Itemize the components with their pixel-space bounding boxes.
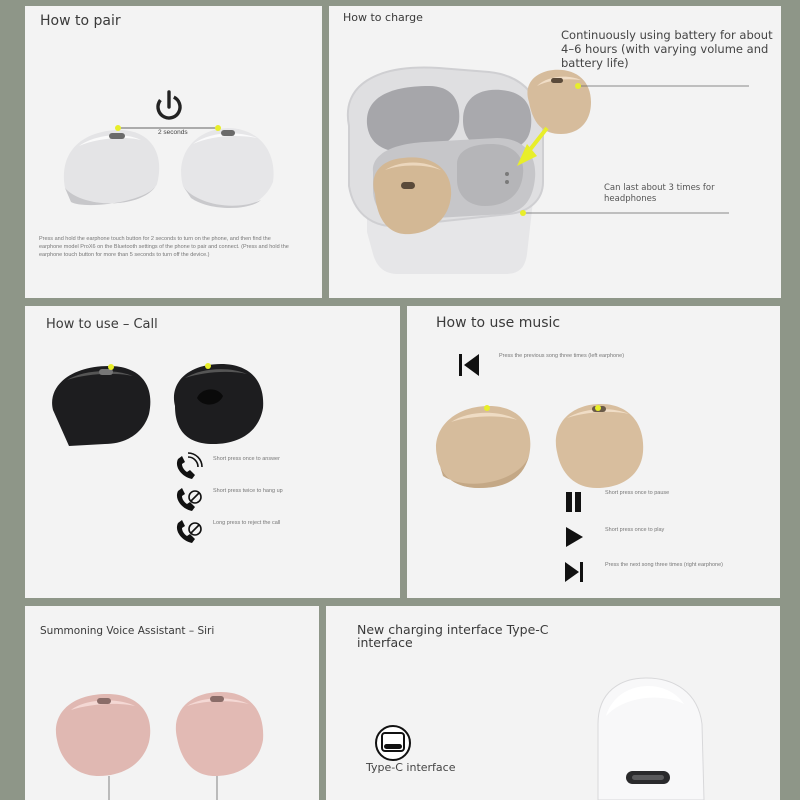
- call-title: How to use – Call: [46, 317, 158, 332]
- typec-panel: [326, 606, 780, 800]
- beige-earbud-right: [556, 404, 643, 488]
- siri-panel: [25, 606, 319, 800]
- white-earbud-left: [64, 130, 159, 205]
- pink-earbud-right: [176, 692, 263, 776]
- pink-earbud-left: [56, 694, 150, 776]
- music-pause-text: Short press once to pause: [605, 490, 670, 496]
- pair-panel: [25, 6, 322, 298]
- call-action-2-text: Short press twice to hang up: [213, 488, 283, 494]
- music-illustration: [407, 306, 780, 598]
- callout-dot: [215, 125, 221, 131]
- charge-panel: [329, 6, 781, 298]
- callout-dot: [575, 83, 581, 89]
- call-action-3-text: Long press to reject the call: [213, 520, 281, 526]
- beige-earbud-left: [436, 406, 530, 488]
- callout-dot: [115, 125, 121, 131]
- typec-title-line1: New charging interface Type-C: [357, 622, 549, 637]
- music-next-text: Press the next song three times (right earphone): [605, 562, 724, 568]
- charge-title: How to charge: [343, 11, 423, 24]
- black-earbud-left: [52, 366, 150, 446]
- phone-answer-icon: [177, 453, 202, 479]
- callout-dot: [484, 405, 490, 411]
- usb-type-c-icon: [376, 726, 410, 760]
- previous-track-icon: [459, 354, 479, 376]
- callout-dot: [205, 363, 211, 369]
- callout-dot: [595, 405, 601, 411]
- music-title: How to use music: [436, 315, 561, 331]
- charge-battery-note: Continuously using battery for about 4–6 hours (with varying volume and battery life): [561, 28, 773, 70]
- phone-reject-icon: [177, 520, 201, 543]
- pair-hold-label: 2 seconds: [158, 129, 188, 136]
- next-track-icon: [565, 562, 583, 582]
- callout-dot: [108, 364, 114, 370]
- charge-case-note: Can last about 3 times for headphones: [604, 183, 715, 204]
- music-panel: [407, 306, 780, 598]
- pair-instruction: Press and hold the earphone touch button for 2 seconds to turn on the phone, and then find the earphone model ProX6 on the Bluetooth settings of the phone to pair and connect. (Press and hold the earphone touch button for more than 5 seconds to turn off the device.): [39, 236, 289, 258]
- call-illustration: [25, 306, 400, 598]
- callout-dot: [520, 210, 526, 216]
- siri-title: Summoning Voice Assistant – Siri: [40, 625, 215, 637]
- phone-hangup-icon: [177, 488, 201, 511]
- power-icon: [154, 92, 183, 122]
- call-panel: [25, 306, 400, 598]
- typec-label: Type-C interface: [366, 761, 456, 774]
- white-charging-case: [598, 678, 704, 800]
- white-earbud-right: [181, 128, 273, 208]
- charging-case: [348, 68, 543, 274]
- pair-title: How to pair: [40, 13, 121, 29]
- siri-illustration: [25, 606, 319, 800]
- black-earbud-right: [174, 364, 263, 444]
- play-icon: [566, 527, 583, 547]
- music-play-text: Short press once to play: [605, 527, 665, 533]
- pause-icon: [566, 492, 581, 512]
- call-action-1-text: Short press once to answer: [213, 456, 280, 462]
- typec-title-line2: interface: [357, 635, 413, 650]
- music-previous-text: Press the previous song three times (left earphone): [499, 353, 625, 359]
